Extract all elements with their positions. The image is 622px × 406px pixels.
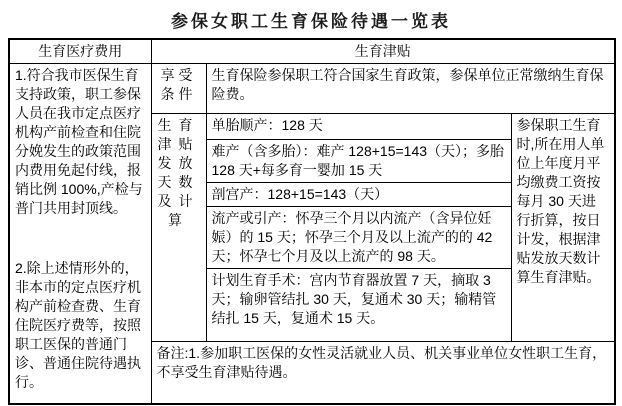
table-header-row [9,39,615,64]
allowance-row-difficult-birth-text: 难产（含多胎）：难产 128+15=143（天）；多胎 128 天+每多育一婴加 15 天 [206,140,511,183]
allowance-days-label: 生育津贴发放天数及计算 [151,114,206,342]
allowance-row-cesarean-text: 剖宫产：128+15=143（天） [206,183,511,207]
medical-fee-paragraph-1: 1.符合我市医保生育支持政策，职工参保人员在我市定点医疗机构产前检查和住院分娩发生的政策范围内费用免起付线，报销比例 100%,产检与普门共用封顶线。 [15,67,143,216]
allowance-row-single-birth: 单胎顺产：128 天 [206,114,511,140]
allowance-row-family-planning-text: 计划生育手术：宫内节育器放置 7 天，摘取 3 天；输卵管结扎 30 天，复通术 30 天；输精管结扎 15 天，复通术 15 天。 [206,269,511,342]
header-allowance: 生育津贴 [151,39,615,64]
eligibility-row [9,64,615,114]
note-cell: 备注:1.参加职工医保的女性灵活就业人员、机关事业单位女性职工生育，不享受生育津贴待遇。 [151,342,615,404]
eligibility-label: 享受条件 [151,64,206,114]
allowance-calculation-cell: 参保职工生育时,所在用人单位上年度月平均缴费工资按每月 30 天进行折算，按日计发，根据津贴发放天数计算生育津贴。 [511,114,615,342]
header-medical-fee: 生育医疗费用 [9,39,151,64]
page-title: 参保女职工生育保险待遇一览表 [171,12,451,31]
allowance-row-miscarriage-text: 流产或引产：怀孕三个月以内流产（含异位妊娠）的 15 天；怀孕三个月及以上流产的的 42 天；怀孕七个月及以上流产的 98 天。 [206,207,511,269]
eligibility-content: 生育保险参保职工符合国家生育政策，参保单位正常缴纳生育保险费。 [206,64,615,114]
medical-fee-paragraph-2: 2.除上述情形外的，非本市的定点医疗机构产前检查费、生育住院医疗费等，按照职工医保的普通门诊、普通住院待遇执行。 [15,260,141,390]
benefits-table [8,38,616,405]
medical-fee-cell [9,64,151,404]
